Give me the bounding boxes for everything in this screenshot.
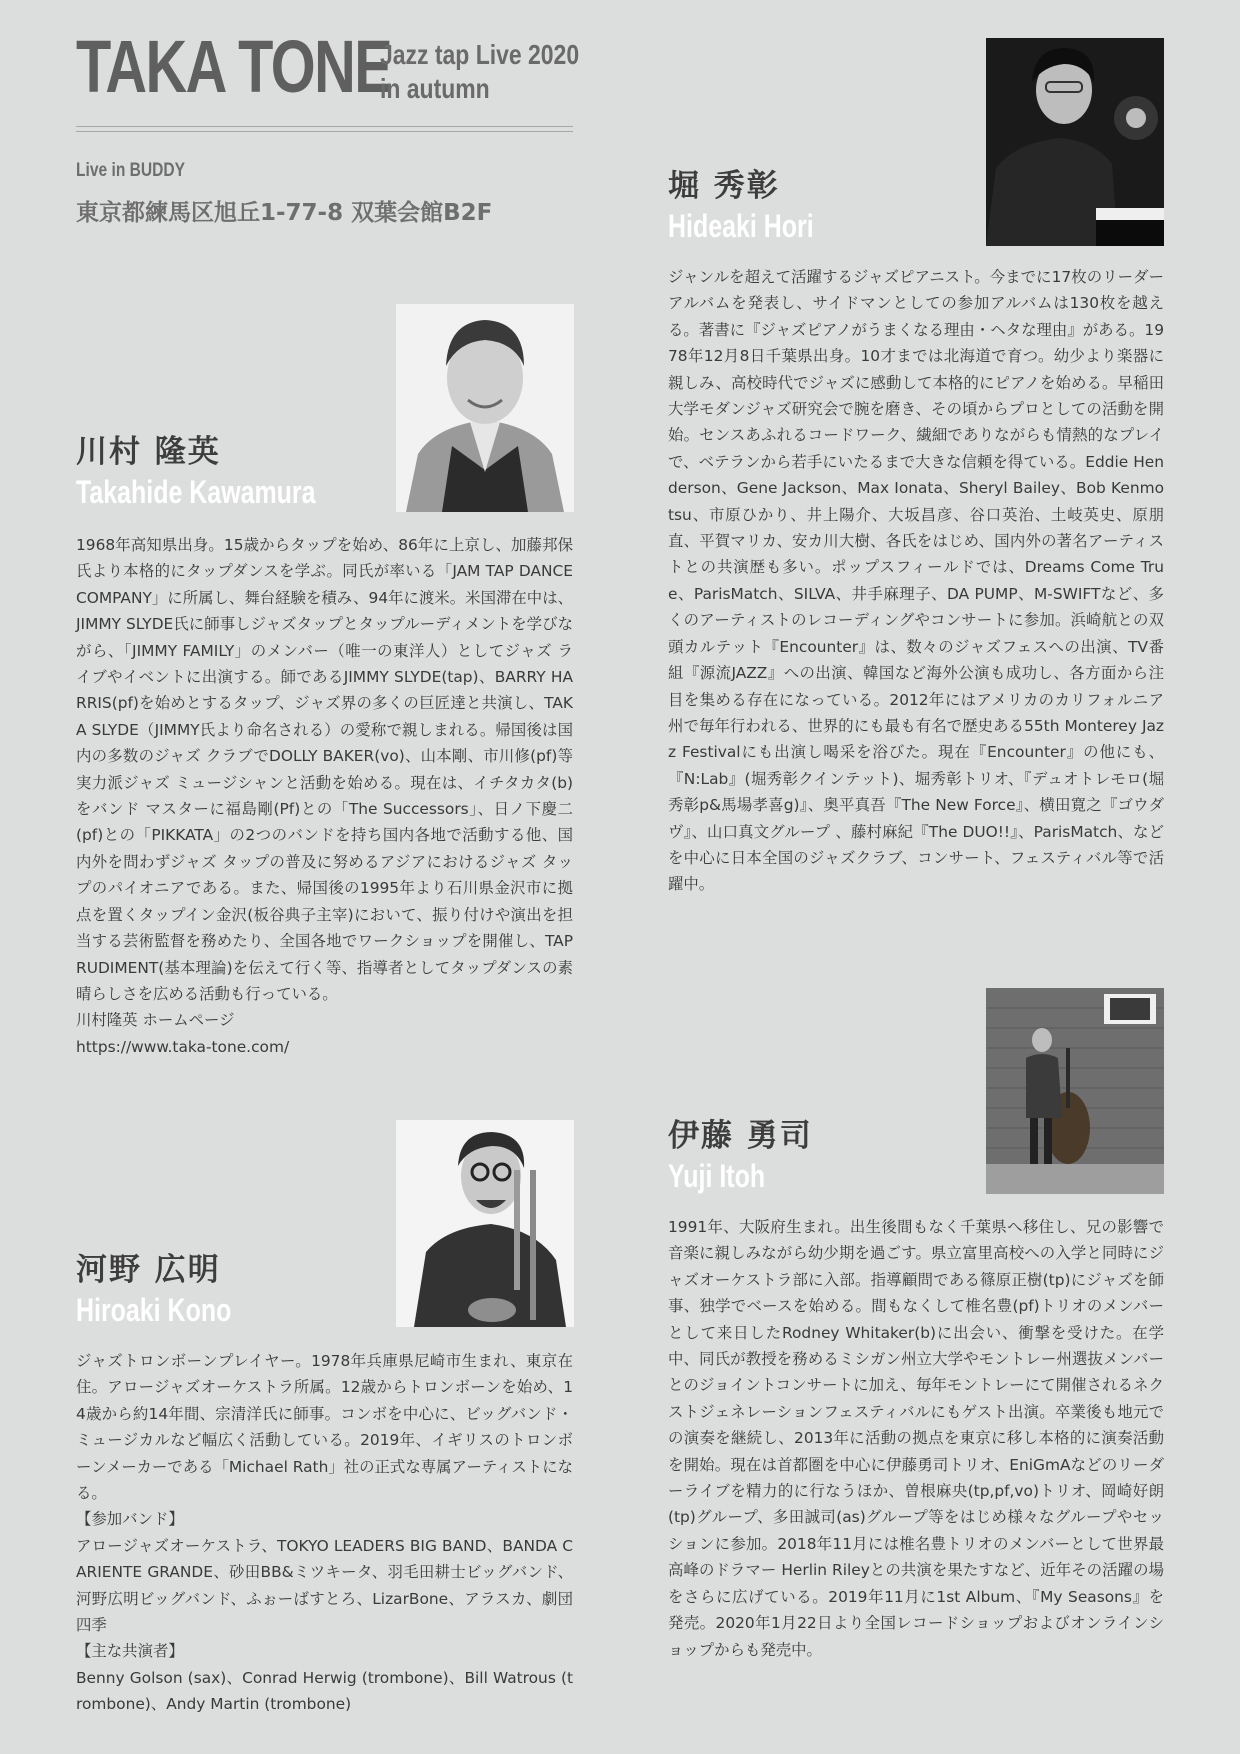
hori-name-ja: 堀 秀彰: [668, 168, 780, 204]
hori-portrait: [986, 38, 1164, 246]
kawamura-portrait: [396, 304, 574, 512]
kono-bio-block: [76, 1348, 573, 1718]
itoh-portrait: [986, 988, 1164, 1194]
kono-name-en: Hiroaki Kono: [76, 1292, 232, 1328]
kono-photo: [396, 1120, 574, 1327]
header-rule-bottom: [76, 131, 573, 132]
kawamura-homepage-label: 川村隆英 ホームページ: [76, 1011, 235, 1030]
brand-title: TAKA TONE: [76, 25, 392, 108]
itoh-bio-block: [668, 1214, 1164, 1663]
kawamura-bio: 1968年高知県出身。15歳からタップを始め、86年に上京し、加藤邦保氏より本格的にタップダンスを学ぶ。同氏が率いる「JAM TAP DANCE COMPANY」に所属し、舞台経験を積み、94年に渡米。米国滞在中は、JIMMY SLYDE氏に師事しジャズタップとタップルーディメントを学びながら、「JIMMY FAMILY」のメンバー（唯一の東洋人）としてジャズ ライブやイベントに出演する。師であるJIMMY SLYDE(tap)、BARRY HARRIS(pf)を始めとするタップ、ジャズ界の多くの巨匠達と共演し、TAKA SLYDE（JIMMY氏より命名される）の愛称で親しまれる。帰国後は国内の多数のジャズ クラブでDOLLY BAKER(vo)、山本剛、市川修(pf)等実力派ジャズ ミュージシャンと活動を始める。現在は、イチタカタ(b)をバンド マスターに福島剛(Pf)との「The Successors」、日ノ下慶二(pf)との「PIKKATA」の2つのバンドを持ち国内各地で活動する他、国内外を問わずジャズ タップの普及に努めるアジアにおけるジャズ タップのパイオニアである。また、帰国後の1995年より石川県金沢市に拠点を置くタップイン金沢(板谷典子主宰)において、振り付けや演出を担当する芸術監督を務めたり、全国各地でワークショップを開催し、TAP RUDIMENT(基本理論)を伝えて行く等、指導者としてタップダンスの素晴らしさを広める活動も行っている。: [76, 536, 573, 1003]
hori-bio-block: [668, 264, 1164, 898]
hori-photo: [986, 38, 1164, 246]
kawamura-bio-block: [76, 532, 573, 1060]
kono-bands-heading: 【参加バンド】: [76, 1510, 184, 1529]
event-title-line1: Jazz tap Live 2020: [380, 39, 580, 70]
kawamura-name-ja: 川村 隆英: [76, 434, 221, 470]
kawamura-photo: [396, 304, 574, 512]
hori-name-en: Hideaki Hori: [668, 208, 814, 244]
kono-bands: アロージャズオーケストラ、TOKYO LEADERS BIG BAND、BANDA CARIENTE GRANDE、砂田BB&ミツキータ、羽毛田耕士ビッグバンド、河野広明ビッグバンド、ふぉーばすとろ、LizarBone、アラスカ、劇団四季: [76, 1536, 573, 1635]
kono-costars-heading: 【主な共演者】: [76, 1642, 184, 1661]
venue-label: Live in BUDDY: [76, 160, 186, 181]
event-title-line2: in autumn: [380, 73, 490, 104]
kono-costars: Benny Golson (sax)、Conrad Herwig (trombone)、Bill Watrous (trombone)、Andy Martin (trombone): [76, 1668, 573, 1714]
hori-bio: ジャンルを超えて活躍するジャズピアニスト。今までに17枚のリーダーアルバムを発表し、サイドマンとしての参加アルバムは130枚を越える。著書に『ジャズピアノがうまくなる理由・ヘタな理由』がある。1978年12月8日千葉県出身。10才までは北海道で育つ。幼少より楽器に親しみ、高校時代でジャズに感動して本格的にピアノを始める。早稲田大学モダンジャズ研究会で腕を磨き、その頃からプロとしての活動を開始。センスあふれるコードワーク、繊細でありながらも情熱的なプレイで、ベテランから若手にいたるまで大きな信頼を得ている。Eddie Henderson、Gene Jackson、Max Ionata、Sheryl Bailey、Bob Kenmotsu、市原ひかり、井上陽介、大坂昌彦、谷口英治、土岐英史、原朋直、平賀マリカ、安カ川大樹、各氏をはじめ、国内外の著名アーティストとの共演歴も多い。ポップスフィールドでは、Dreams Come True、ParisMatch、SILVA、井手麻理子、DA PUMP、M-SWIFTなど、多くのアーティストのレコーディングやコンサートに参加。浜崎航との双頭カルテット『Encounter』は、数々のジャズフェスへの出演、TV番組『源流JAZZ』への出演、韓国など海外公演も成功し、各方面から注目を集める存在になっている。2012年にはアメリカのカリフォルニア州で毎年行われる、世界的にも最も有名で歴史ある55th Monterey Jazz Festivalにも出演し喝采を浴びた。現在『Encounter』の他にも、『N:Lab』(堀秀彰クインテット)、堀秀彰トリオ、『デュオトレモロ(堀秀彰p&馬場孝喜g)』、奥平真吾『The New Force』、横田寛之『ゴウダヴ』、山口真文グループ 、藤村麻紀『The DUO!!』、ParisMatch、などを中心に日本全国のジャズクラブ、コンサート、フェスティバル等で活躍中。: [668, 268, 1164, 894]
itoh-name-en: Yuji Itoh: [668, 1158, 766, 1194]
itoh-photo: [986, 988, 1164, 1194]
kawamura-name-en: Takahide Kawamura: [76, 474, 316, 510]
venue-address: 東京都練馬区旭丘1-77-8 双葉会館B2F: [76, 200, 493, 226]
kono-bio: ジャズトロンボーンプレイヤー。1978年兵庫県尼崎市生まれ、東京在住。アロージャズオーケストラ所属。12歳からトロンボーンを始め、14歳から約14年間、宗清洋氏に師事。コンボを中心に、ビッグバンド・ミュージカルなど幅広く活動している。2019年、イギリスのトロンボーンメーカーである「Michael Rath」社の正式な専属アーティストになる。: [76, 1352, 573, 1503]
header-rule-top: [76, 126, 573, 127]
event-title: [380, 38, 579, 106]
kawamura-homepage-link[interactable]: https://www.taka-tone.com/: [76, 1037, 290, 1056]
itoh-bio: 1991年、大阪府生まれ。出生後間もなく千葉県へ移住し、兄の影響で音楽に親しみながら幼少期を過ごす。県立富里高校への入学と同時にジャズオーケストラ部に入部。指導顧問である篠原正樹(tp)にジャズを師事、独学でベースを始める。間もなくして椎名豊(pf)トリオのメンバーとして来日したRodney Whitaker(b)に出会い、衝撃を受けた。在学中、同氏が教授を務めるミシガン州立大学やモントレー州選抜メンバーとのジョイントコンサートに加え、毎年モントレーにて開催されるネクストジェネレーションフェスティバルにもゲスト出演。卒業後も地元での演奏を継続し、2013年に活動の拠点を東京に移し本格的に演奏活動を開始。現在は首都圏を中心に伊藤勇司トリオ、EniGmAなどのリーダーライブを精力的に行なうほか、曽根麻央(tp,pf,vo)トリオ、岡崎好朗(tp)グループ、多田誠司(as)グループ等をはじめ様々なグループやセッションに参加。2018年11月には椎名豊トリオのメンバーとして世界最高峰のドラマー Herlin Rileyとの共演を果たすなど、近年その活躍の場をさらに広げている。2019年11月に1st Album、『My Seasons』を発売。2020年1月22日より全国レコードショップおよびオンラインショップからも発売中。: [668, 1218, 1164, 1659]
kono-portrait: [396, 1120, 574, 1327]
kono-name-ja: 河野 広明: [76, 1252, 221, 1288]
itoh-name-ja: 伊藤 勇司: [668, 1118, 813, 1154]
